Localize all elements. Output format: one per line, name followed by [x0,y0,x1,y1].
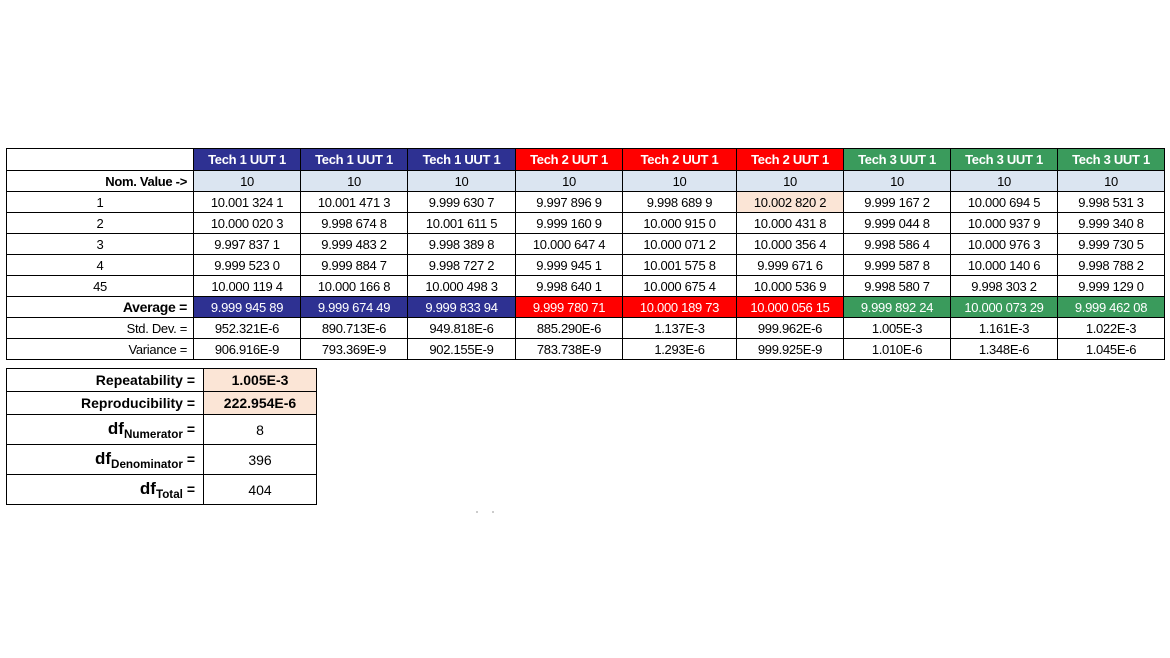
data-cell: 9.999 483 2 [301,234,408,255]
df-denominator-value: 396 [204,445,317,475]
data-cell: 9.998 640 1 [516,276,623,297]
variance-cell: 1.045E-6 [1058,339,1165,360]
row-label: 4 [7,255,194,276]
data-cell: 9.999 044 8 [844,213,951,234]
column-header: Tech 2 UUT 1 [623,149,737,171]
data-cell: 9.998 580 7 [844,276,951,297]
data-cell: 10.000 976 3 [951,234,1058,255]
equals-sign: = [186,420,195,437]
column-header: Tech 3 UUT 1 [1058,149,1165,171]
df-denominator-label [7,445,204,475]
average-cell: 9.999 462 08 [1058,297,1165,318]
nominal-cell: 10 [194,171,301,192]
data-cell: 10.000 020 3 [194,213,301,234]
stddev-label: Std. Dev. = [7,318,194,339]
variance-cell: 1.293E-6 [623,339,737,360]
data-cell: 10.000 431 8 [737,213,844,234]
reproducibility-value: 222.954E-6 [204,392,317,415]
row-label: 45 [7,276,194,297]
data-cell: 10.000 694 5 [951,192,1058,213]
stddev-cell: 1.161E-3 [951,318,1058,339]
data-cell: 10.000 166 8 [301,276,408,297]
data-cell: 9.998 788 2 [1058,255,1165,276]
data-cell: 9.998 674 8 [301,213,408,234]
stddev-cell: 1.022E-3 [1058,318,1165,339]
average-cell: 10.000 073 29 [951,297,1058,318]
data-cell: 9.998 586 4 [844,234,951,255]
average-cell: 9.999 674 49 [301,297,408,318]
stddev-cell: 885.290E-6 [516,318,623,339]
data-cell: 10.000 356 4 [737,234,844,255]
measurement-table [6,148,1165,360]
equals-sign: = [186,480,195,497]
stddev-cell: 1.137E-3 [623,318,737,339]
variance-cell: 902.155E-9 [408,339,516,360]
variance-cell: 793.369E-9 [301,339,408,360]
nominal-cell: 10 [516,171,623,192]
df-total-label [7,475,204,505]
table-row [7,255,1165,276]
data-cell: 10.001 611 5 [408,213,516,234]
row-label: 2 [7,213,194,234]
df-numerator-value: 8 [204,415,317,445]
reproducibility-label: Reproducibility = [7,392,204,415]
nominal-cell: 10 [737,171,844,192]
df-numerator-row [7,415,317,445]
reproducibility-row [7,392,317,415]
column-header: Tech 2 UUT 1 [737,149,844,171]
average-cell: 10.000 189 73 [623,297,737,318]
data-cell: 10.001 324 1 [194,192,301,213]
data-cell: 10.000 937 9 [951,213,1058,234]
df-total-value: 404 [204,475,317,505]
repeatability-value: 1.005E-3 [204,369,317,392]
data-cell: 9.999 129 0 [1058,276,1165,297]
data-cell: 9.999 160 9 [516,213,623,234]
average-cell: 9.999 892 24 [844,297,951,318]
data-cell: 9.999 884 7 [301,255,408,276]
nominal-cell: 10 [408,171,516,192]
column-header: Tech 1 UUT 1 [194,149,301,171]
data-cell: 9.999 167 2 [844,192,951,213]
average-cell: 10.000 056 15 [737,297,844,318]
stddev-cell: 890.713E-6 [301,318,408,339]
average-cell: 9.999 833 94 [408,297,516,318]
variance-cell: 1.010E-6 [844,339,951,360]
stddev-row [7,318,1165,339]
table-row [7,234,1165,255]
df-denominator-row [7,445,317,475]
data-cell: 9.998 389 8 [408,234,516,255]
average-cell: 9.999 780 71 [516,297,623,318]
column-header: Tech 1 UUT 1 [301,149,408,171]
row-label: 1 [7,192,194,213]
table-row [7,213,1165,234]
nominal-cell: 10 [844,171,951,192]
data-cell: 10.001 575 8 [623,255,737,276]
data-cell: 9.999 587 8 [844,255,951,276]
data-cell: 9.999 730 5 [1058,234,1165,255]
data-cell: 9.999 671 6 [737,255,844,276]
summary-table [6,368,317,505]
row-label: 3 [7,234,194,255]
df-symbol: df [107,418,124,438]
data-cell: 10.000 140 6 [951,255,1058,276]
df-symbol: df [94,448,112,468]
repeatability-row [7,369,317,392]
data-cell: 10.000 675 4 [623,276,737,297]
data-cell: 9.998 303 2 [951,276,1058,297]
repeatability-label: Repeatability = [7,369,204,392]
data-cell: 10.000 536 9 [737,276,844,297]
data-cell: 9.999 340 8 [1058,213,1165,234]
table-row [7,192,1165,213]
variance-cell: 906.916E-9 [194,339,301,360]
df-numerator-label [7,415,204,445]
stddev-cell: 949.818E-6 [408,318,516,339]
nominal-cell: 10 [951,171,1058,192]
variance-label: Variance = [7,339,194,360]
stddev-cell: 952.321E-6 [194,318,301,339]
nominal-cell: 10 [1058,171,1165,192]
stddev-cell: 999.962E-6 [737,318,844,339]
data-cell: 9.997 837 1 [194,234,301,255]
stray-mark [476,511,478,513]
header-row [7,149,1165,171]
variance-cell: 999.925E-9 [737,339,844,360]
nominal-cell: 10 [301,171,408,192]
data-cell: 9.997 896 9 [516,192,623,213]
data-cell: 10.001 471 3 [301,192,408,213]
data-cell: 10.000 647 4 [516,234,623,255]
equals-sign: = [186,450,195,467]
data-cell: 10.000 915 0 [623,213,737,234]
df-subscript: Numerator [123,427,183,441]
df-total-row [7,475,317,505]
data-cell: 9.999 523 0 [194,255,301,276]
average-row [7,297,1165,318]
average-label: Average = [7,297,194,318]
data-cell: 9.998 727 2 [408,255,516,276]
nominal-cell: 10 [623,171,737,192]
variance-cell: 1.348E-6 [951,339,1058,360]
table-row [7,276,1165,297]
header-corner [7,149,194,171]
data-cell: 10.000 498 3 [408,276,516,297]
column-header: Tech 3 UUT 1 [844,149,951,171]
stddev-cell: 1.005E-3 [844,318,951,339]
data-cell: 10.000 071 2 [623,234,737,255]
nominal-label: Nom. Value -> [7,171,194,192]
df-subscript: Denominator [111,457,183,471]
stray-mark [492,511,494,513]
data-cell: 9.998 531 3 [1058,192,1165,213]
data-cell: 10.000 119 4 [194,276,301,297]
column-header: Tech 3 UUT 1 [951,149,1058,171]
highlighted-cell: 10.002 820 2 [737,192,844,213]
variance-cell: 783.738E-9 [516,339,623,360]
data-cell: 9.998 689 9 [623,192,737,213]
df-subscript: Total [155,487,183,501]
nominal-row [7,171,1165,192]
column-header: Tech 2 UUT 1 [516,149,623,171]
data-cell: 9.999 630 7 [408,192,516,213]
average-cell: 9.999 945 89 [194,297,301,318]
data-cell: 9.999 945 1 [516,255,623,276]
df-symbol: df [139,478,156,498]
column-header: Tech 1 UUT 1 [408,149,516,171]
variance-row [7,339,1165,360]
